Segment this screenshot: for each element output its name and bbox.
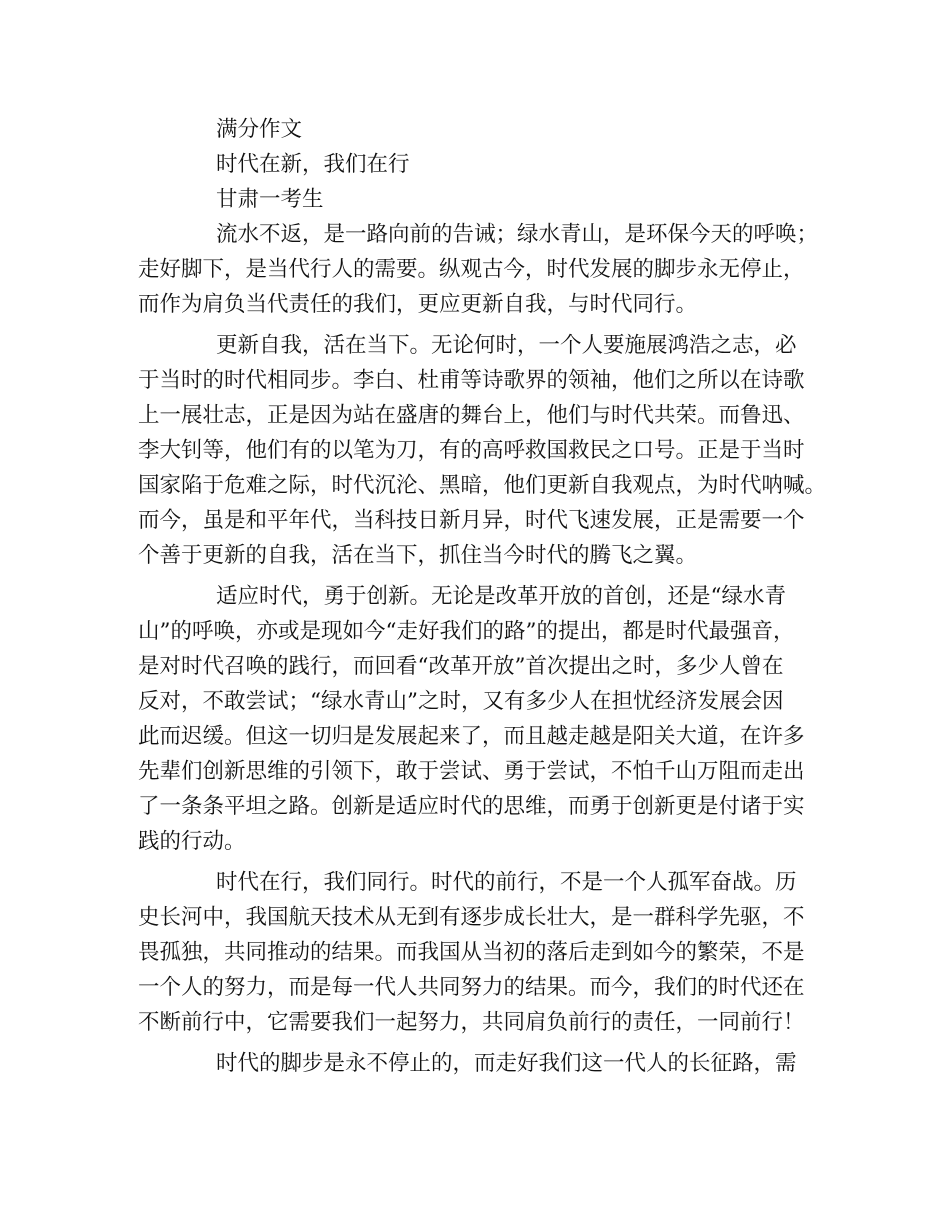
paragraph-line: 更新自我，活在当下。无论何时，一个人要施展鸿浩之志，必: [216, 333, 797, 358]
paragraph-line: 畏孤独，共同推动的结果。而我国从当初的落后走到如今的繁荣，不是: [138, 940, 805, 965]
paragraph-line: 于当时的时代相同步。李白、杜甫等诗歌界的领袖，他们之所以在诗歌: [138, 368, 805, 393]
paragraph-line: 一个人的努力，而是每一代人共同努力的结果。而今，我们的时代还在: [138, 975, 805, 1000]
paragraph-line: 时代在行，我们同行。时代的前行，不是一个人孤军奋战。历: [216, 870, 797, 895]
paragraph-line: 史长河中，我国航天技术从无到有逐步成长壮大，是一群科学先驱，不: [138, 905, 805, 930]
paragraph-line: 山”的呼唤，亦或是现如今“走好我们的路”的提出，都是时代最强音，: [138, 619, 795, 644]
paragraph-line: 走好脚下，是当代行人的需要。纵观古今，时代发展的脚步永无停止，: [138, 257, 805, 282]
essay-author: 甘肃一考生: [216, 187, 324, 212]
paragraph-line: 而今，虽是和平年代，当科技日新月异，时代飞速发展，正是需要一个: [138, 508, 805, 533]
paragraph-line: 时代的脚步是永不停止的，而走好我们这一代人的长征路，需: [216, 1051, 797, 1076]
paragraph-line: 反对，不敢尝试；“绿水青山”之时，又有多少人在担忧经济发展会因: [138, 689, 784, 714]
paragraph-line: 流水不返，是一路向前的告诫；绿水青山，是环保今天的呼唤；: [216, 222, 819, 247]
essay-category: 满分作文: [216, 117, 303, 142]
paragraph-line: 不断前行中，它需要我们一起努力，共同肩负前行的责任，一同前行！: [138, 1010, 805, 1035]
paragraph-line: 先辈们创新思维的引领下，敢于尝试、勇于尝试，不怕千山万阻而走出: [138, 759, 805, 784]
paragraph-line: 是对时代召唤的践行，而回看“改革开放”首次提出之时，多少人曾在: [138, 654, 784, 679]
paragraph-line: 了一条条平坦之路。创新是适应时代的思维，而勇于创新更是付诸于实: [138, 794, 805, 819]
paragraph-line: 国家陷于危难之际，时代沉沦、黑暗，他们更新自我观点，为时代呐喊。: [138, 473, 827, 498]
paragraph-3: [138, 579, 814, 859]
paragraph-line: 李大钊等，他们有的以笔为刀，有的高呼救国救民之口号。正是于当时: [138, 438, 805, 463]
paragraph-line: 适应时代，勇于创新。无论是改革开放的首创，还是“绿水青: [216, 584, 786, 609]
essay-title: 时代在新，我们在行: [216, 152, 410, 177]
paragraph-line: 此而迟缓。但这一切归是发展起来了，而且越走越是阳关大道，在许多: [138, 724, 805, 749]
essay-body: [138, 112, 827, 1081]
paragraph-line: 个善于更新的自我，活在当下，抓住当今时代的腾飞之翼。: [138, 543, 698, 568]
paragraph-1: [138, 217, 819, 322]
paragraph-line: 践的行动。: [138, 829, 246, 854]
paragraph-2: [138, 328, 827, 573]
paragraph-line: 上一展壮志，正是因为站在盛唐的舞台上，他们与时代共荣。而鲁迅、: [138, 403, 805, 428]
paragraph-4: [138, 865, 814, 1040]
paragraph-5: [138, 1046, 814, 1081]
paragraph-line: 而作为肩负当代责任的我们，更应更新自我，与时代同行。: [138, 292, 698, 317]
